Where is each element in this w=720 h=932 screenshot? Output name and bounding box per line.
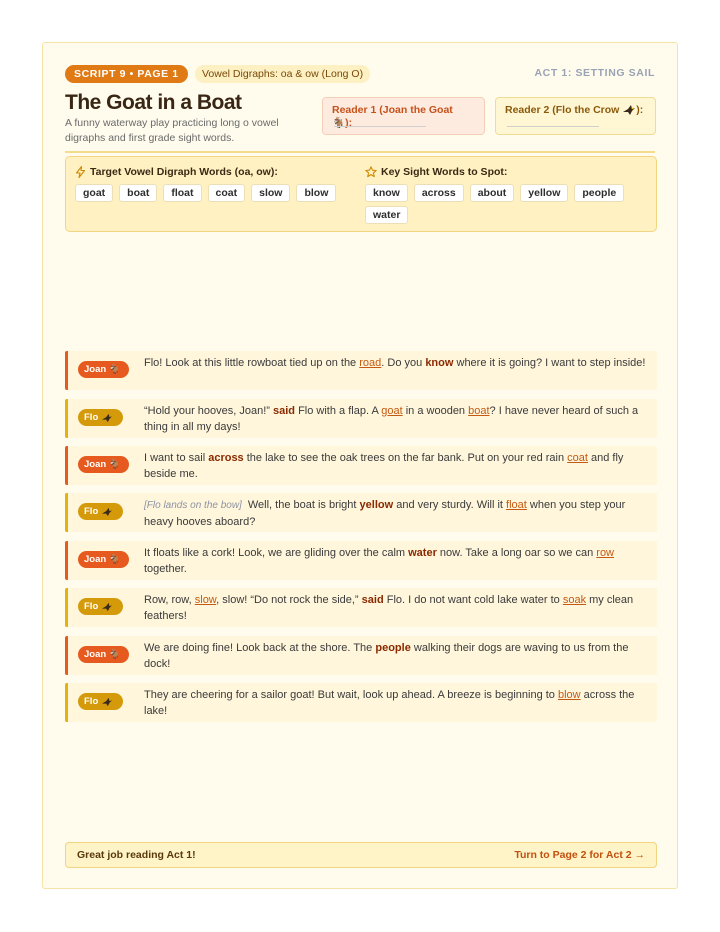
sight-word-chips	[365, 184, 650, 224]
next-page-link[interactable]: Turn to Page 2 for Act 2 →	[514, 849, 645, 861]
speaker-tag-joan: Joan 🐐	[78, 361, 129, 378]
crow-icon	[622, 104, 636, 116]
vowel-words-heading: Target Vowel Digraph Words (oa, ow):	[75, 166, 278, 178]
vowel-digraph-word: blow	[557, 689, 581, 701]
sight-words-heading: Key Sight Words to Spot:	[365, 166, 507, 178]
vowel-word-chip: boat	[119, 184, 157, 202]
vowel-word-chips	[75, 184, 355, 202]
line-segment: across the lake!	[144, 689, 635, 717]
line-segment: Row, row,	[144, 594, 195, 606]
vowel-word-chip: slow	[251, 184, 290, 202]
line-segment: ? I have never heard of such a thing in all my days!	[144, 405, 639, 433]
vowel-word-chip: coat	[208, 184, 246, 202]
line-segment: walking their dogs are waving to us from the dock!	[144, 642, 629, 670]
topic-badge: Vowel Digraphs: oa & ow (Long O)	[195, 65, 370, 83]
vowel-digraph-word: goat	[381, 405, 403, 417]
script-page	[42, 42, 678, 889]
script-line	[65, 399, 657, 438]
line-segment: and fly beside me.	[144, 452, 624, 480]
star-icon	[365, 166, 377, 178]
page-footer	[65, 842, 657, 868]
speaker-tag-flo: Flo	[78, 503, 123, 520]
reader-2-label-end: ):	[636, 104, 644, 116]
page-title: The Goat in a Boat	[65, 91, 242, 114]
line-text	[144, 687, 652, 719]
line-segment: in a wooden	[402, 405, 469, 417]
vowel-word-chip: goat	[75, 184, 113, 202]
line-text	[144, 497, 652, 530]
line-segment: Well, the boat is bright	[247, 499, 360, 511]
line-text	[144, 545, 652, 577]
speaker-tag-joan: Joan 🐐	[78, 456, 129, 473]
reader-1-name-line	[334, 126, 426, 127]
sight-word-chip: across	[414, 184, 464, 202]
script-line	[65, 493, 657, 532]
line-segment: , slow! “Do not rock the side,”	[216, 594, 362, 606]
line-segment: and very sturdy. Will it	[393, 499, 507, 511]
reader-1-box[interactable]	[322, 97, 485, 135]
script-line	[65, 636, 657, 675]
line-segment: Flo. I do not want cold lake water to	[383, 594, 563, 606]
reader-2-name-line	[507, 126, 599, 127]
vowel-digraph-word: coat	[567, 452, 588, 464]
stage-direction: [Flo lands on the bow]	[144, 500, 242, 511]
crow-icon	[101, 507, 113, 517]
sight-word: across	[208, 452, 244, 464]
line-segment: I want to sail	[144, 452, 209, 464]
vowel-digraph-word: soak	[562, 594, 587, 606]
line-segment: Flo! Look at this little rowboat tied up on the	[144, 357, 360, 369]
vowel-digraph-word: boat	[468, 405, 490, 417]
crow-icon	[101, 413, 113, 423]
lightning-icon	[75, 166, 86, 178]
script-line	[65, 446, 657, 485]
vowel-word-chip: blow	[296, 184, 336, 202]
speaker-tag-flo: Flo	[78, 409, 123, 426]
page-subtitle: A funny waterway play practicing long o vowel digraphs and first grade sight words.	[65, 117, 279, 144]
script-page-badge: SCRIPT 9 • PAGE 1	[65, 65, 188, 83]
vowel-digraph-word: road	[359, 357, 382, 369]
sight-word: water	[408, 547, 437, 559]
line-segment: It floats like a cork! Look, we are gliding over the calm	[144, 547, 409, 559]
sight-word: people	[375, 642, 411, 654]
sight-word-chip: yellow	[520, 184, 568, 202]
line-segment: They are cheering for a sailor goat! But wait, look up ahead. A breeze is beginning to	[144, 689, 558, 701]
line-segment: when you step your heavy hooves aboard?	[144, 499, 626, 528]
speaker-tag-flo: Flo	[78, 693, 123, 710]
reader-1-label: Reader 1 (Joan the Goat 🐐):	[332, 104, 453, 129]
script-line	[65, 541, 657, 580]
line-segment: Flo with a flap. A	[295, 405, 382, 417]
footer-message: Great job reading Act 1!	[77, 849, 196, 861]
line-text	[144, 355, 652, 371]
header-divider	[65, 151, 655, 153]
vowel-digraph-word: row	[596, 547, 615, 559]
vowel-word-chip: float	[163, 184, 201, 202]
speaker-tag-joan: Joan 🐐	[78, 551, 129, 568]
line-text	[144, 450, 652, 482]
sight-word: said	[361, 594, 384, 606]
crow-icon	[101, 602, 113, 612]
vowel-digraph-word: float	[506, 499, 527, 511]
line-text	[144, 403, 652, 435]
sight-word-chip: people	[574, 184, 624, 202]
reader-2-box[interactable]	[495, 97, 656, 135]
script-line	[65, 588, 657, 627]
sight-word: know	[425, 357, 454, 369]
crow-icon	[101, 697, 113, 707]
sight-word-chip: about	[470, 184, 515, 202]
speaker-tag-joan: Joan 🐐	[78, 646, 129, 663]
line-text	[144, 640, 652, 672]
word-lists-box	[65, 156, 657, 232]
sight-word: yellow	[359, 499, 394, 511]
act-label: ACT 1: SETTING SAIL	[534, 67, 655, 79]
line-segment: where it is going? I want to step inside!	[453, 357, 646, 369]
line-segment: . Do you	[381, 357, 426, 369]
script-line	[65, 351, 657, 390]
script-line	[65, 683, 657, 722]
line-segment: “Hold your hooves, Joan!”	[144, 405, 274, 417]
sight-word: said	[273, 405, 296, 417]
line-segment: now. Take a long oar so we can	[436, 547, 597, 559]
line-segment: the lake to see the oak trees on the far bank. Put on your red rain	[243, 452, 568, 464]
line-segment: together.	[144, 563, 187, 575]
reader-2-label: Reader 2 (Flo the Crow	[505, 104, 620, 116]
line-segment: my clean feathers!	[144, 594, 634, 622]
speaker-tag-flo: Flo	[78, 598, 123, 615]
line-segment: We are doing fine! Look back at the shore. The	[144, 642, 376, 654]
sight-word-chip: know	[365, 184, 408, 202]
vowel-digraph-word: slow	[194, 594, 217, 606]
line-text	[144, 592, 652, 624]
sight-word-chip: water	[365, 206, 408, 224]
